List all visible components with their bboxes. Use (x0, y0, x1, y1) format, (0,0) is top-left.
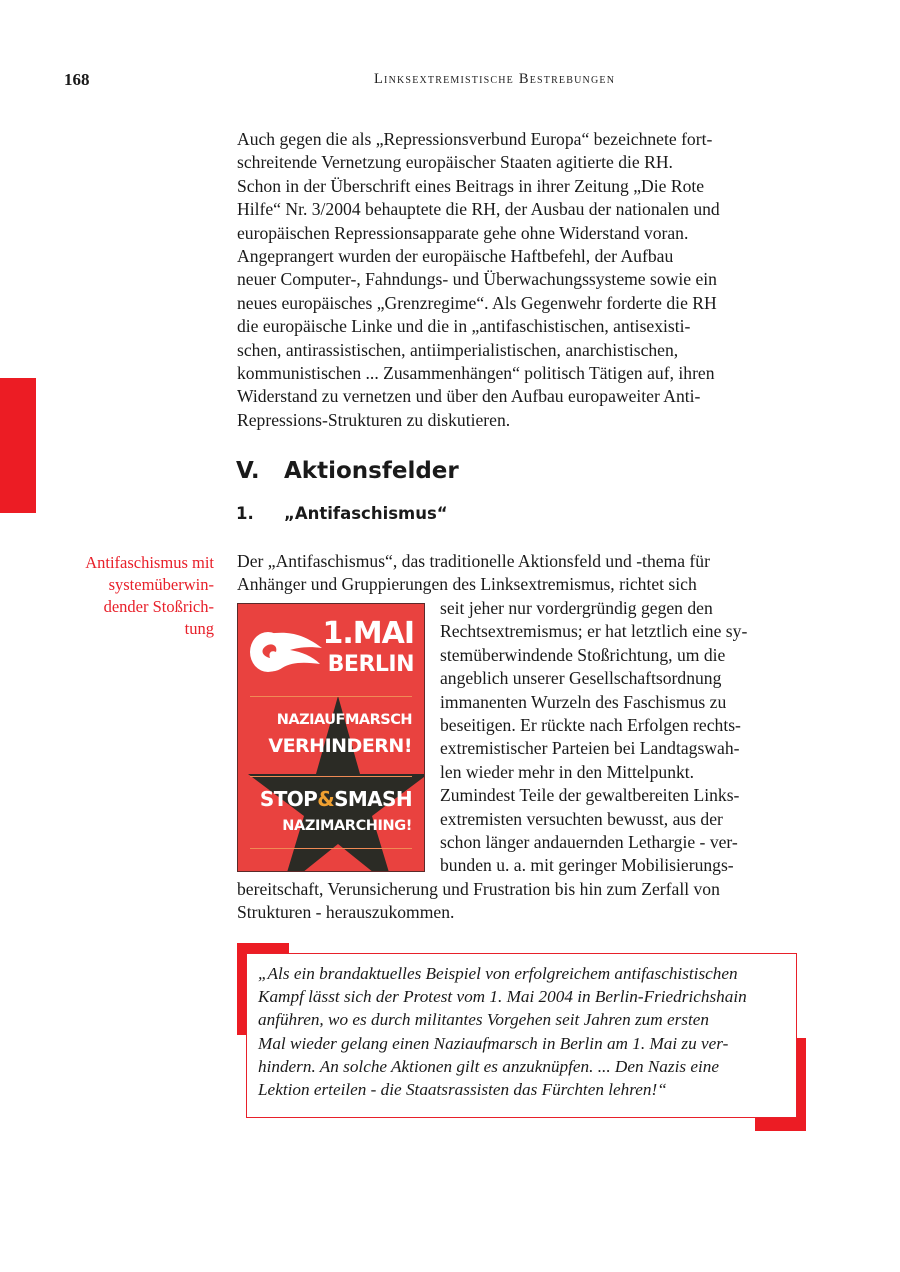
text-line: neuer Computer-, Fahndungs- und Überwachungssysteme sowie ein (237, 269, 717, 290)
poster-divider (250, 848, 412, 849)
text-line: Rechtsextremismus; er hat letztlich eine sy- (440, 621, 748, 642)
poster-line-5 (260, 787, 412, 811)
text-line: len wieder mehr in den Mittelpunkt. (440, 761, 695, 782)
text-line: schen, antirassistischen, antiimperialistischen, anarchistischen, (237, 339, 679, 360)
running-head: Linksextremistische Bestrebungen (374, 71, 616, 87)
margin-note (40, 552, 214, 640)
poster-line-4: VERHINDERN! (268, 735, 412, 757)
poster-word-stop: STOP (259, 787, 318, 811)
text-line: Widerstand zu vernetzen und über den Aufbau europaweiter Anti- (237, 386, 701, 407)
quote-line: Lektion erteilen - die Staatsrassisten das Fürchten lehren!“ (258, 1080, 667, 1100)
paragraph-antifaschismus-beside-image (440, 597, 810, 878)
poster-divider (250, 776, 412, 777)
text-line: extremisten versuchten bewusst, aus der (440, 808, 723, 829)
flame-icon (246, 622, 324, 680)
text-line: Strukturen - herauszukommen. (237, 902, 455, 923)
text-line: die europäische Linke und die in „antifaschistischen, antisexisti- (237, 316, 691, 337)
chapter-tab-marker (0, 378, 36, 513)
text-line: Anhänger und Gruppierungen des Linksextremismus, richtet sich (237, 574, 697, 595)
text-line: Schon in der Überschrift eines Beitrags in ihrer Zeitung „Die Rote (237, 175, 705, 196)
text-line: Zumindest Teile der gewaltbereiten Links- (440, 785, 740, 806)
text-line: bunden u. a. mit geringer Mobilisierungs- (440, 855, 734, 876)
poster-ampersand: & (317, 787, 335, 811)
text-line: europäischen Repressionsapparate gehe ohne Widerstand voran. (237, 222, 689, 243)
poster-divider (250, 696, 412, 697)
text-line: schreitende Vernetzung europäischer Staaten agitierte die RH. (237, 152, 673, 173)
text-line: extremistischer Parteien bei Landtagswah- (440, 738, 740, 759)
page-number: 168 (64, 70, 90, 89)
paragraph-repressionsverbund (237, 128, 807, 432)
text-line: schon länger andauernden Lethargie - ver- (440, 832, 738, 853)
poster-image-1-mai-berlin (237, 603, 425, 872)
subsection-title: „Antifaschismus“ (284, 504, 448, 523)
section-title: Aktionsfelder (284, 458, 459, 484)
quote-line: anführen, wo es durch militantes Vorgehen seit Jahren zum ersten (258, 1010, 709, 1030)
text-line: seit jeher nur vordergründig gegen den (440, 598, 713, 618)
text-line: Angeprangert wurden der europäische Haftbefehl, der Aufbau (237, 246, 674, 267)
text-line: beseitigen. Er rückte nach Erfolgen rechts- (440, 715, 741, 736)
poster-line-2: BERLIN (327, 652, 414, 677)
text-line: angeblich unserer Gesellschaftsordnung (440, 668, 722, 689)
text-line: bereitschaft, Verunsicherung und Frustration bis hin zum Zerfall von (237, 879, 720, 899)
poster-word-smash: SMASH (334, 787, 412, 811)
text-line: kommunistischen ... Zusammenhängen“ politisch Tätigen auf, ihren (237, 363, 715, 384)
paragraph-antifaschismus-bottom (237, 878, 807, 925)
text-line: neues europäisches „Grenzregime“. Als Gegenwehr forderte die RH (237, 292, 717, 313)
paragraph-antifaschismus-top (237, 550, 807, 597)
poster-line-3: NAZIAUFMARSCH (276, 712, 412, 728)
text-line: stemüberwindende Stoßrichtung, um die (440, 644, 726, 665)
quote-box (246, 953, 797, 1118)
margin-note-line: dender Stoßrich- (103, 597, 214, 616)
text-line: Der „Antifaschismus“, das traditionelle Aktionsfeld und -thema für (237, 551, 710, 571)
text-line: Auch gegen die als „Repressionsverbund Europa“ bezeichnete fort- (237, 129, 713, 149)
text-line: Repressions-Strukturen zu diskutieren. (237, 409, 511, 430)
poster-line-6: NAZIMARCHING! (282, 818, 412, 834)
quote-line: hindern. An solche Aktionen gilt es anzuknüpfen. ... Den Nazis eine (258, 1056, 719, 1076)
poster-line-1: 1.MAI (322, 616, 414, 651)
quote-line: Mal wieder gelang einen Naziaufmarsch in Berlin am 1. Mai zu ver- (258, 1033, 729, 1053)
text-line: Hilfe“ Nr. 3/2004 behauptete die RH, der Ausbau der nationalen und (237, 199, 720, 220)
subsection-heading (236, 504, 448, 523)
margin-note-line: Antifaschismus mit (85, 553, 214, 572)
subsection-number: 1. (236, 504, 254, 523)
margin-note-line: tung (184, 619, 214, 638)
text-line: immanenten Wurzeln des Faschismus zu (440, 691, 727, 712)
quote-line: „Als ein brandaktuelles Beispiel von erfolgreichem antifaschistischen (258, 964, 738, 983)
section-number: V. (236, 458, 260, 484)
quote-line: Kampf lässt sich der Protest vom 1. Mai 2004 in Berlin-Friedrichshain (258, 987, 747, 1007)
section-heading (236, 458, 459, 484)
margin-note-line: systemüberwin- (108, 575, 214, 594)
